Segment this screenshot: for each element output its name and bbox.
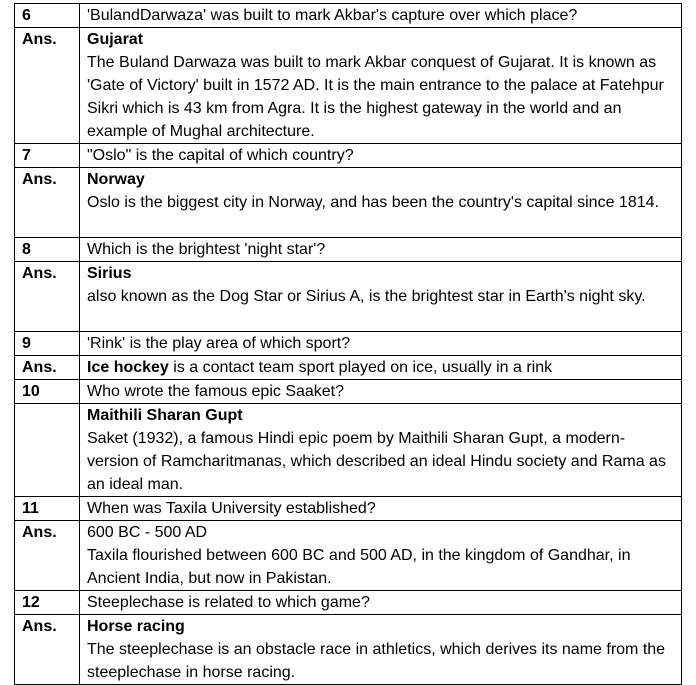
question-text: "Oslo" is the capital of which country?	[80, 144, 682, 168]
answer-label: Ans.	[15, 615, 80, 685]
table-row	[15, 404, 682, 497]
question-text: 'BulandDarwaza' was built to mark Akbar's capture over which place?	[80, 4, 682, 28]
table-row	[15, 380, 682, 404]
table-row	[15, 262, 682, 332]
question-number: 6	[15, 4, 80, 28]
table-row	[15, 4, 682, 28]
quiz-table	[14, 3, 682, 685]
answer-label: Ans.	[15, 168, 80, 238]
answer-label: Ans.	[15, 28, 80, 144]
answer-label: Ans.	[15, 356, 80, 380]
answer-title: 600 BC - 500 AD	[87, 524, 208, 541]
question-number: 12	[15, 591, 80, 615]
table-row	[15, 168, 682, 238]
question-text: Who wrote the famous epic Saaket?	[80, 380, 682, 404]
answer-text: Taxila flourished between 600 BC and 500 AD, in the kingdom of Gandhar, in Ancient India, but now in Pakistan.	[87, 547, 631, 587]
answer-title: Horse racing	[87, 618, 185, 635]
answer-label	[15, 404, 80, 497]
answer-text: Saket (1932), a famous Hindi epic poem by Maithili Sharan Gupt, a modern-version of Ramcharitmanas, which described an ideal Hindu society and Rama as an ideal man.	[87, 430, 666, 493]
answer-cell	[80, 404, 682, 497]
answer-text: The Buland Darwaza was built to mark Akbar conquest of Gujarat. It is known as 'Gate of Victory' built in 1572 AD. It is the main entrance to the palace at Fatehpur Sikri which is 43 km from Agra. It is the highest gateway in the world and an example of Mughal architecture.	[87, 54, 664, 140]
answer-title: Ice hockey	[87, 359, 169, 376]
table-row	[15, 356, 682, 380]
question-text: When was Taxila University established?	[80, 497, 682, 521]
answer-text: The steeplechase is an obstacle race in athletics, which derives its name from the steeplechase in horse racing.	[87, 641, 666, 681]
answer-label: Ans.	[15, 521, 80, 591]
answer-cell	[80, 356, 682, 380]
table-row	[15, 28, 682, 144]
question-number: 8	[15, 238, 80, 262]
answer-title: Gujarat	[87, 31, 144, 48]
answer-text: Oslo is the biggest city in Norway, and has been the country's capital since 1814.	[87, 194, 659, 211]
answer-cell	[80, 615, 682, 685]
table-row	[15, 238, 682, 262]
table-row	[15, 521, 682, 591]
table-row	[15, 615, 682, 685]
answer-label: Ans.	[15, 262, 80, 332]
question-text: Which is the brightest 'night star'?	[80, 238, 682, 262]
answer-cell	[80, 521, 682, 591]
question-number: 7	[15, 144, 80, 168]
question-number: 10	[15, 380, 80, 404]
answer-title: Norway	[87, 171, 145, 188]
table-row	[15, 144, 682, 168]
table-row	[15, 591, 682, 615]
question-text: Steeplechase is related to which game?	[80, 591, 682, 615]
answer-text: is a contact team sport played on ice, usually in a rink	[168, 359, 553, 376]
answer-title: Maithili Sharan Gupt	[87, 407, 243, 424]
question-number: 9	[15, 332, 80, 356]
answer-cell	[80, 168, 682, 238]
answer-text: also known as the Dog Star or Sirius A, is the brightest star in Earth's night sky.	[87, 288, 646, 305]
table-row	[15, 332, 682, 356]
answer-cell	[80, 262, 682, 332]
table-row	[15, 497, 682, 521]
question-number: 11	[15, 497, 80, 521]
answer-title: Sirius	[87, 265, 132, 282]
answer-cell	[80, 28, 682, 144]
question-text: 'Rink' is the play area of which sport?	[80, 332, 682, 356]
